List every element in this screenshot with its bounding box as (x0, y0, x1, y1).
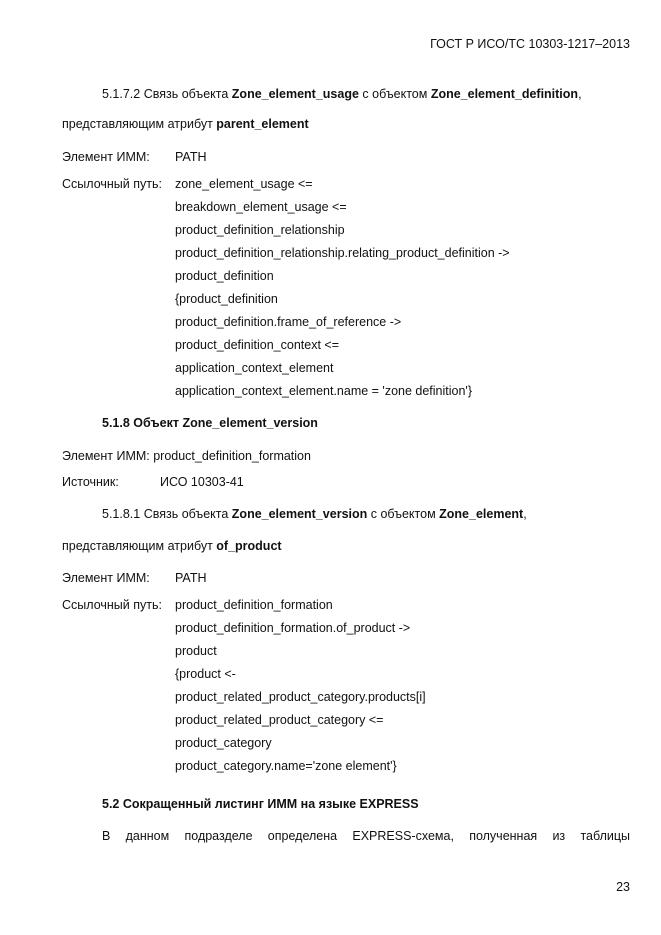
reference-path-label: Ссылочный путь: (62, 598, 162, 612)
ref-line: breakdown_element_usage <= (175, 200, 347, 214)
ref-line: product_definition.frame_of_reference -> (175, 315, 402, 329)
title-end: , (578, 87, 582, 101)
attribute-prefix: представляющим атрибут (62, 539, 217, 553)
ref-line: product_definition_formation.of_product -> (175, 621, 411, 635)
title-prefix: 5.1.8.1 Связь объекта (102, 507, 232, 521)
source-value: ИСО 10303-41 (160, 475, 244, 489)
aim-label: Элемент ИММ: (62, 571, 150, 585)
ref-line: product_category.name='zone element'} (175, 759, 397, 773)
ref-line: application_context_element.name = 'zone definition'} (175, 384, 472, 398)
reference-path-label: Ссылочный путь: (62, 177, 162, 191)
aim-element: Элемент ИММ: product_definition_formation (62, 449, 311, 463)
ref-line: product_category (175, 736, 272, 750)
ref-line: product_definition_relationship.relating_product_definition -> (175, 246, 510, 260)
entity-name: Zone_element_version (231, 507, 368, 521)
title-mid: с объектом (358, 87, 431, 101)
section-5172-title (102, 86, 582, 102)
ref-line: product_related_product_category.products[i] (175, 690, 426, 704)
ref-line: zone_element_usage <= (175, 177, 313, 191)
title-mid: с объектом (367, 507, 440, 521)
section-518-title: 5.1.8 Объект Zone_element_version (102, 416, 318, 430)
target-entity-name: Zone_element (439, 507, 524, 521)
paragraph-text: В данном подразделе определена EXPRESS-схема, полученная из таблицы (102, 829, 630, 843)
aim-label: Элемент ИММ: (62, 150, 150, 164)
entity-name: Zone_element_usage (231, 87, 359, 101)
target-entity-name: Zone_element_definition (430, 87, 579, 101)
ref-line: application_context_element (175, 361, 334, 375)
ref-line: product_definition_formation (175, 598, 333, 612)
ref-line: product_definition_relationship (175, 223, 345, 237)
aim-value: PATH (175, 571, 207, 585)
attribute-prefix: представляющим атрибут (62, 117, 217, 131)
page-number: 23 (616, 880, 630, 894)
section-5181-title (102, 506, 527, 522)
ref-line: product_definition_context <= (175, 338, 340, 352)
aim-value: PATH (175, 150, 207, 164)
running-header: ГОСТ Р ИСО/ТС 10303-1217–2013 (430, 37, 630, 51)
ref-line: product_related_product_category <= (175, 713, 384, 727)
ref-line: {product_definition (175, 292, 278, 306)
section-5181-attribute (62, 538, 282, 554)
title-end: , (523, 507, 527, 521)
ref-line: product_definition (175, 269, 274, 283)
title-prefix: 5.1.7.2 Связь объекта (102, 87, 232, 101)
ref-line: product (175, 644, 217, 658)
section-52-title: 5.2 Сокращенный листинг ИММ на языке EXPRESS (102, 797, 419, 811)
source-label: Источник: (62, 475, 119, 489)
attribute-name: of_product (216, 539, 282, 553)
section-5172-attribute (62, 116, 309, 132)
attribute-name: parent_element (216, 117, 309, 131)
ref-line: {product <- (175, 667, 236, 681)
